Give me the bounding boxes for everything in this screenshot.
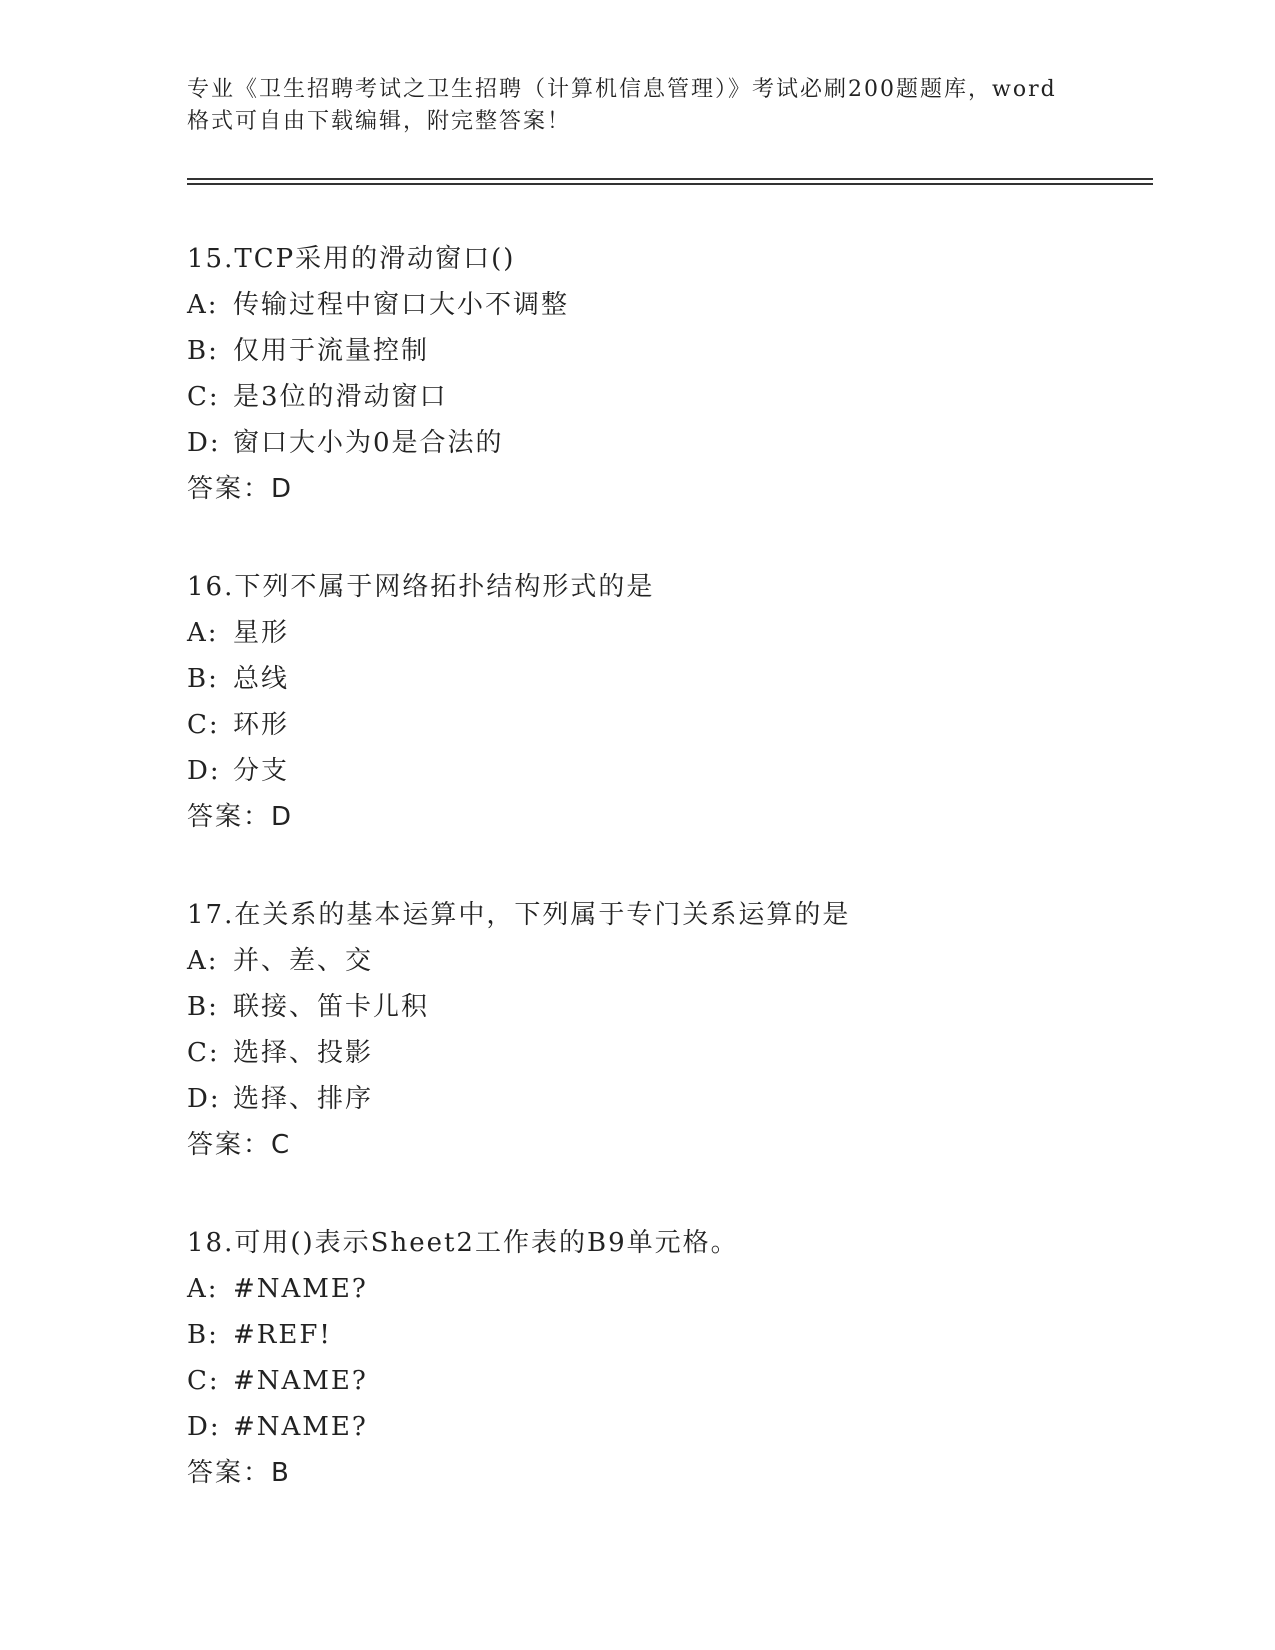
option-a [187,610,1137,656]
option-letter: D: [187,1412,221,1442]
question-list [187,236,1137,1548]
option-letter: C: [187,382,220,412]
option-text: #NAME? [233,1412,368,1442]
option-letter: D: [187,428,221,458]
option-text: 分支 [233,756,290,786]
answer-line: 答案：B [187,1458,291,1488]
header-line-1: 专业《卫生招聘考试之卫生招聘（计算机信息管理）》考试必刷200题题库，word [187,77,1057,102]
option-text: 是3位的滑动窗口 [233,382,448,412]
option-b [187,656,1137,702]
question-stem: 17.在关系的基本运算中，下列属于专门关系运算的是 [187,900,851,930]
answer-line: 答案：D [187,802,294,832]
option-letter: C: [187,1366,220,1396]
option-text: 联接、笛卡儿积 [233,992,430,1022]
option-letter: B: [187,992,219,1022]
header-divider-bottom [187,183,1153,185]
option-text: 总线 [233,664,290,694]
option-letter: A: [187,946,219,976]
option-d [187,420,1137,466]
option-text: 传输过程中窗口大小不调整 [233,290,570,320]
option-d [187,748,1137,794]
option-text: #NAME? [233,1274,368,1304]
option-c [187,374,1137,420]
option-text: #REF! [233,1320,332,1350]
question-stem: 16.下列不属于网络拓扑结构形式的是 [187,572,655,602]
option-letter: A: [187,1274,219,1304]
option-letter: C: [187,1038,220,1068]
question-stem: 18.可用()表示Sheet2工作表的B9单元格。 [187,1228,739,1258]
option-letter: A: [187,618,219,648]
header-line-2: 格式可自由下载编辑，附完整答案！ [187,109,572,134]
option-letter: D: [187,1084,221,1114]
option-text: 选择、投影 [233,1038,374,1068]
option-d [187,1404,1137,1450]
option-letter: B: [187,1320,219,1350]
option-text: 窗口大小为0是合法的 [233,428,504,458]
option-text: 环形 [233,710,290,740]
question-18 [187,1220,1137,1496]
option-b [187,328,1137,374]
option-text: #NAME? [233,1366,368,1396]
option-a [187,1266,1137,1312]
question-16 [187,564,1137,840]
option-text: 并、差、交 [233,946,374,976]
answer-line: 答案：D [187,474,294,504]
option-b [187,984,1137,1030]
header-divider-top [187,178,1153,180]
question-17 [187,892,1137,1168]
document-header [187,74,1087,138]
option-c [187,1030,1137,1076]
question-stem: 15.TCP采用的滑动窗口() [187,244,516,274]
option-text: 星形 [233,618,290,648]
option-letter: B: [187,336,219,366]
option-letter: A: [187,290,219,320]
question-15 [187,236,1137,512]
option-letter: D: [187,756,221,786]
option-text: 仅用于流量控制 [233,336,430,366]
answer-line: 答案：C [187,1130,292,1160]
option-b [187,1312,1137,1358]
option-a [187,282,1137,328]
option-text: 选择、排序 [233,1084,374,1114]
option-d [187,1076,1137,1122]
option-letter: C: [187,710,220,740]
option-a [187,938,1137,984]
option-letter: B: [187,664,219,694]
option-c [187,1358,1137,1404]
option-c [187,702,1137,748]
